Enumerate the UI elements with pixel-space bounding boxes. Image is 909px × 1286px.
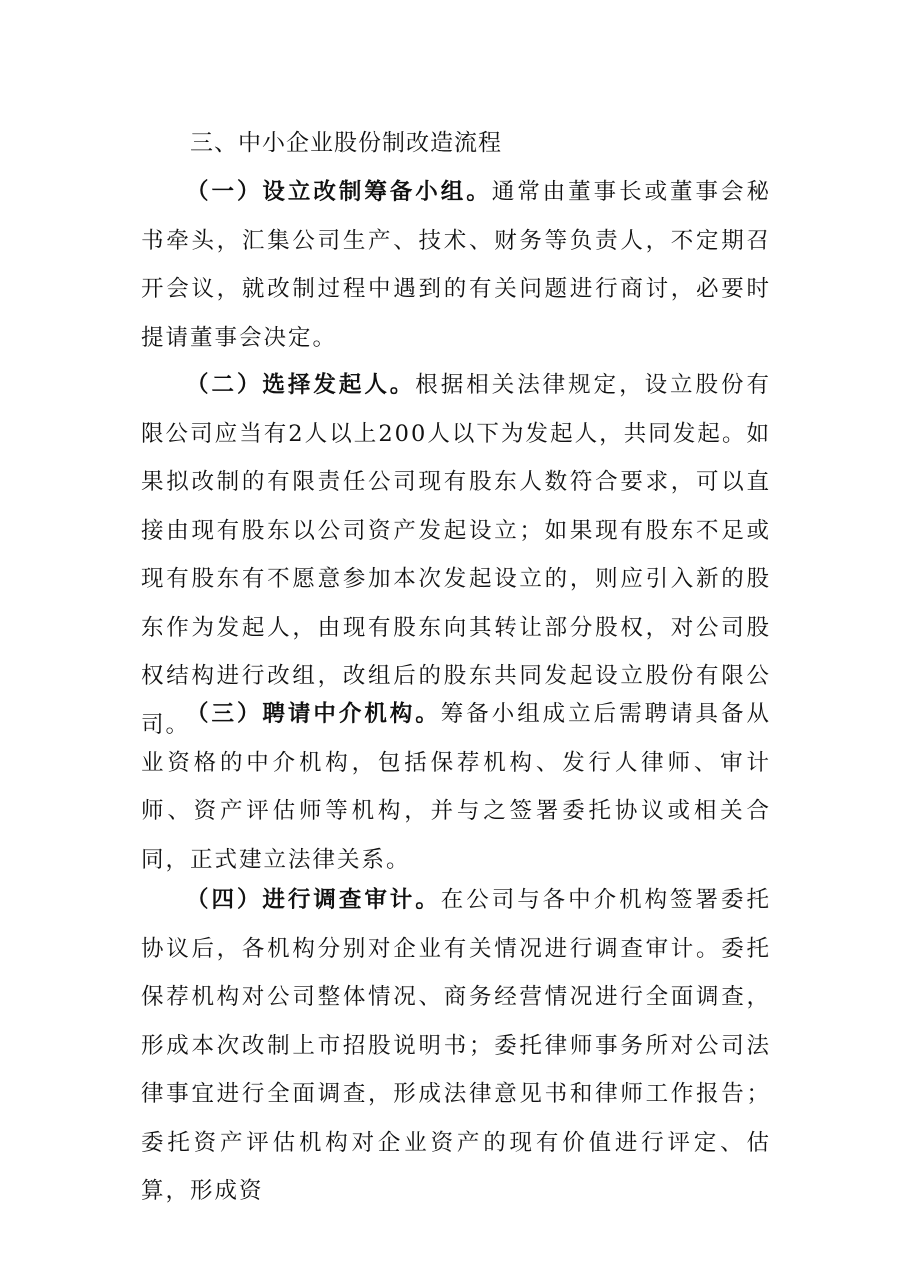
- paragraph-3: [141, 690, 771, 884]
- paragraph-1: [141, 168, 771, 362]
- paragraph-1-title: （一）设立改制筹备小组。: [186, 179, 492, 205]
- paragraph-2-title: （二）选择发起人。: [186, 372, 416, 398]
- paragraph-3-title: （三）聘请中介机构。: [186, 701, 441, 727]
- paragraph-2-body: 根据相关法律规定，设立股份有限公司应当有2人以上200人以下为发起人，共同发起。如果拟改制的有限责任公司现有股东人数符合要求，可以直接由现有股东以公司资产发起设立；如果现有股东不足或现有股东有不愿意参加本次发起设立的，则应引入新的股东作为发起人，由现有股东向其转让部分股权，对公司股权结构进行改组，改组后的股东共同发起设立股份有限公司。: [141, 372, 771, 738]
- paragraph-1-body: 通常由董事长或董事会秘书牵头，汇集公司生产、技术、财务等负责人，不定期召开会议，就改制过程中遇到的有关问题进行商讨，必要时提请董事会决定。: [141, 179, 771, 351]
- section-heading: 三、中小企业股份制改造流程: [190, 130, 502, 156]
- paragraph-4: [141, 876, 771, 1216]
- paragraph-4-body: 在公司与各中介机构签署委托协议后，各机构分别对企业有关情况进行调查审计。委托保荐机构对公司整体情况、商务经营情况进行全面调查，形成本次改制上市招股说明书；委托律师事务所对公司法律事宜进行全面调查，形成法律意见书和律师工作报告；委托资产评估机构对企业资产的现有价值进行评定、估算，形成资: [141, 887, 771, 1204]
- paragraph-4-title: （四）进行调查审计。: [186, 887, 441, 913]
- paragraph-3-body: 筹备小组成立后需聘请具备从业资格的中介机构，包括保荐机构、发行人律师、审计师、资产评估师等机构，并与之签署委托协议或相关合同，正式建立法律关系。: [141, 701, 771, 873]
